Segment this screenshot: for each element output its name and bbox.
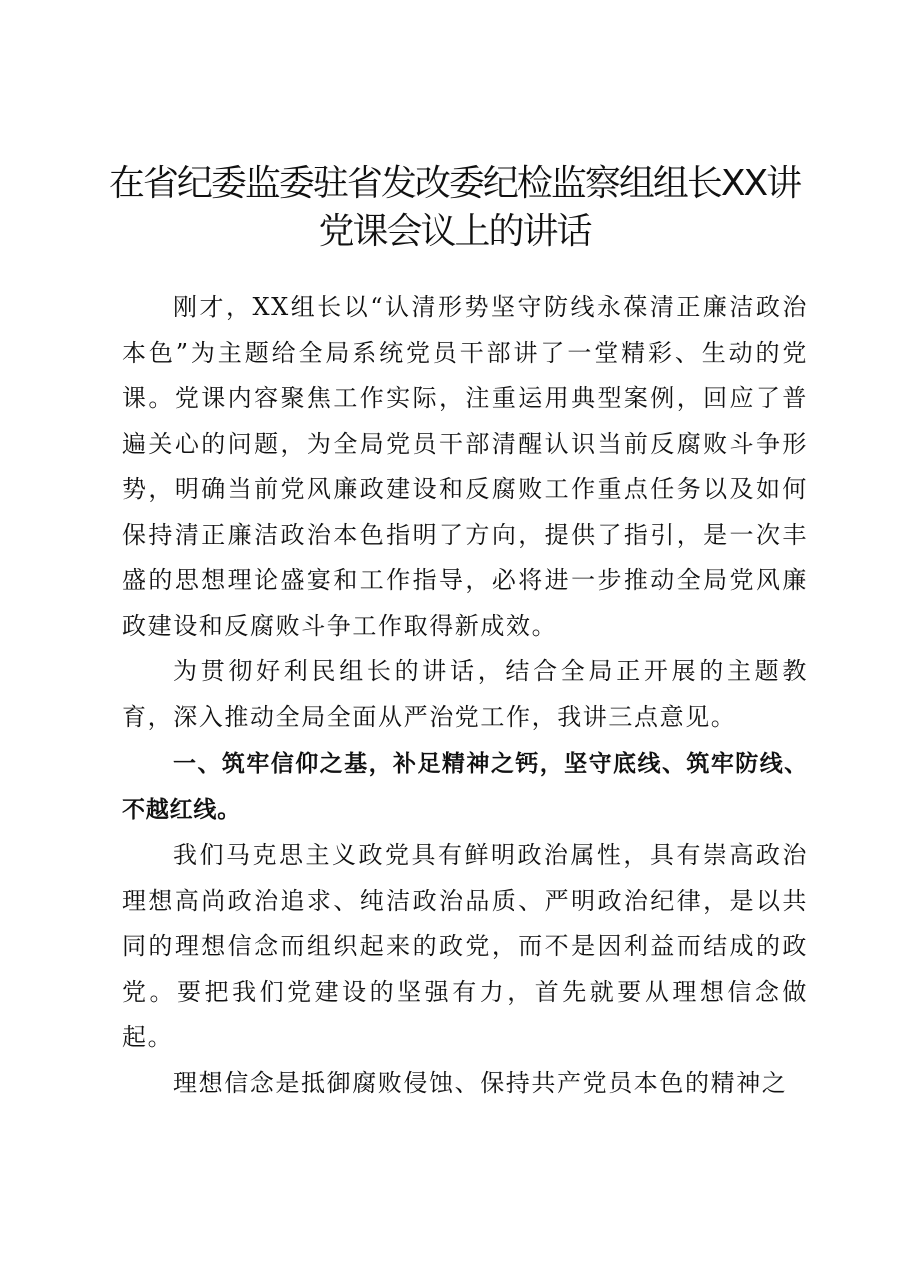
title-line-2: 党课会议上的讲话	[318, 211, 591, 252]
paragraph-party-nature: 我们马克思主义政党具有鲜明政治属性，具有崇高政治理想高尚政治追求、纯洁政治品质、严明政治纪律，是以共同的理想信念而组织起来的政党，而不是因利益而结成的政党。要把我们党建设的坚强有力，首先就要从理想信念做起。	[122, 841, 808, 1051]
paragraph-ideals: 理想信念是抵御腐败侵蚀、保持共产党员本色的精神之	[173, 1068, 788, 1097]
paragraph-intro: 刚才，XX组长以“认清形势坚守防线永葆清正廉洁政治本色”为主题给全局系统党员干部讲了一堂精彩、生动的党课。党课内容聚焦工作实际，注重运用典型案例，回应了普遍关心的问题，为全局党员干部清醒认识当前反腐败斗争形势，明确当前党风廉政建设和反腐败工作重点任务以及如何保持清正廉洁政治本色指明了方向，提供了指引，是一次丰盛的思想理论盛宴和工作指导，必将进一步推动全局党风廉政建设和反腐败斗争工作取得新成效。	[122, 293, 808, 640]
paragraph-purpose: 为贯彻好利民组长的讲话，结合全局正开展的主题教育，深入推动全局全面从严治党工作，我讲三点意见。	[122, 657, 808, 731]
document-body	[122, 285, 808, 1106]
section-heading-1: 一、筑牢信仰之基，补足精神之钙，坚守底线、筑牢防线、不越红线。	[122, 751, 808, 823]
document-title	[100, 160, 809, 256]
title-line-1: 在省纪委监委驻省发改委纪检监察组组长XX讲	[108, 163, 801, 204]
